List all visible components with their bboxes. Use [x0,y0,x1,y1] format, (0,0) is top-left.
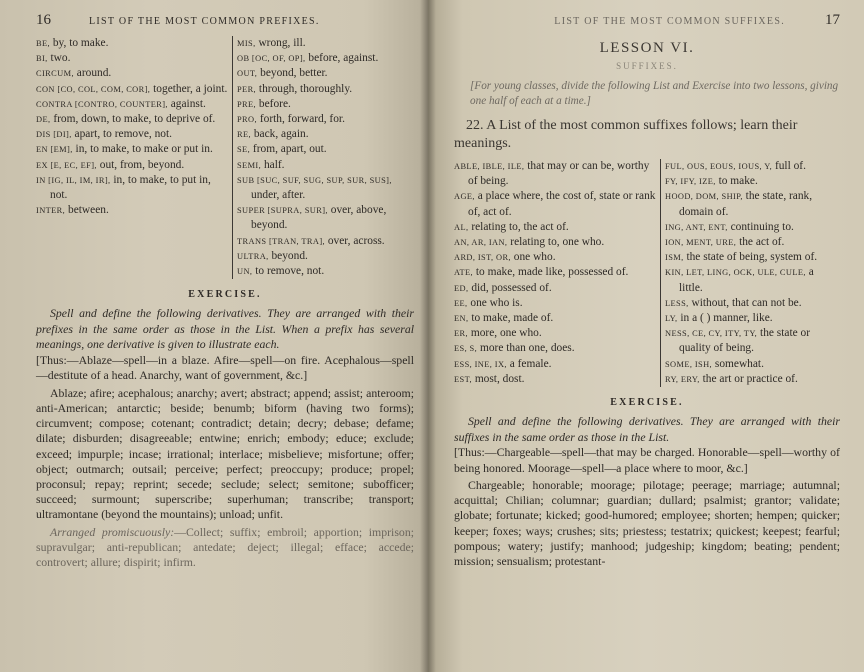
suffix-entry-meaning: the art or practice of. [699,372,798,385]
suffix-entry-term: ABLE, IBLE, ILE, [454,162,525,171]
prefix-entry [237,249,414,264]
prefix-entry-term: SUB [SUC, SUF, SUG, SUP, SUR, SUS], [237,175,392,185]
suffix-entry-term: LESS, [665,298,689,308]
prefix-column-1 [36,36,232,279]
suffix-entry [665,189,840,219]
prefix-entry-term: BI, [36,54,48,64]
suffix-entry-term: ATE, [454,268,474,278]
left-running-title: LIST OF THE MOST COMMON PREFIXES. [89,16,320,27]
suffix-entry-term: EN, [454,314,469,324]
suffix-entry-term: FY, IFY, IZE, [665,177,716,187]
suffix-entry-meaning: to make, made like, possessed of. [473,266,629,279]
prefix-entry-meaning: to remove, not. [252,265,325,278]
suffix-entry [454,326,656,341]
prefix-entry-term: INTER, [36,206,66,216]
suffix-entry-meaning: full of. [772,160,806,172]
prefix-entry-meaning: forth, forward, for. [257,113,345,126]
left-exercise-words: Ablaze; afire; acephalous; anarchy; avert; abstract; append; assist; anteroom; anti-American; antarctic; beside; benumb; biform (having two forms); circumvent; compose; cotenant; contradict; detain; decry; debase; defame; dilate; disburden; disagreeable; entwine; enrich; embody; educe; exclude; exceed; impurple; incase; irrational; interlace; misbelieve; misfortune; offer; object; outmarch; outsail; perceive; perfect; preoccupy; produce; propel; proconsul; repay; reprint; secede; seclude; select; semitone; subofficer; succeed; surmount; superscribe; superhuman; transcribe; transport; ultramontane (beyond the mountains); unload; unfit. [36,385,414,522]
prefix-entry-meaning: over, above, beyond. [251,204,387,232]
right-running-head [454,12,840,36]
suffix-entry-term: RY, ERY, [665,374,700,384]
suffix-entry-meaning: one who. [510,251,556,264]
prefix-entry [237,203,414,233]
left-page [0,0,428,672]
suffix-entry-term: KIN, LET, LING, OCK, ULE, CULE, [665,268,806,278]
suffix-entry-meaning: did, possessed of. [468,281,552,294]
prefix-entry [36,127,228,142]
prefix-entry [237,112,414,127]
prefix-list [36,36,414,279]
suffix-entry-meaning: a little. [679,266,814,294]
suffix-entry [665,311,840,326]
suffix-entry [665,250,840,265]
prefix-entry [237,142,414,157]
prefix-entry-term: SUPER [SUPRA, SUR], [237,206,328,216]
section-heading: 22. A List of the most common suffixes follows; learn their meanings. [454,118,798,151]
prefix-entry [237,97,414,112]
right-exercise-words: Chargeable; honorable; moorage; pilotage; peerage; marriage; autumnal; acquittal; Chilian; columnar; guardian; dullard; psalmist; grantor; validate; globate; fortunate; kicked; good-humored; employee; shorten; hempen; quicker; keeper; foxes; ways; crushes; sits; priestess; testatrix; quickest; keepest; fearful; pompous; watery; justify; manhood; judgeship; kingdom; beating; pendent; mission; sensualism; protestant- [454,478,840,569]
prefix-entry-term: SE, [237,145,251,155]
suffix-entry-term: AN, AR, IAN, [454,238,508,248]
prefix-entry-term: TRANS [TRAN, TRA], [237,236,326,246]
prefix-entry [237,234,414,249]
prefix-entry-meaning: in, to make, to put in, not. [50,173,211,202]
suffix-entry-term: ES, S, [454,344,478,354]
prefix-entry-term: CIRCUM, [36,69,74,79]
prefix-entry [36,82,228,97]
suffix-entry-term: ESS, INE, IX, [454,359,507,369]
right-page-number: 17 [825,12,840,28]
prefix-entry-meaning: wrong, ill. [255,37,306,49]
suffix-entry [665,235,840,250]
suffix-entry [454,220,656,235]
prefix-entry [36,112,228,127]
arranged-list: —Collect; suffix; embroil; apportion; imprison; supravulgar; anti-republican; antedate; deject; illegal; efface; accede; controvert; allure; dispirit; infirm. [36,524,415,569]
left-exercise-instruction: Spell and define the following derivatives. They are arranged with their prefixes in the same order as those in the List. When a prefix has several meanings, one derivative is given to illustrate each. [36,306,414,352]
left-running-head [36,12,414,36]
prefix-entry [36,158,228,173]
lesson-title: LESSON VI. [599,40,695,56]
lesson-subtitle: SUFFIXES. [616,61,678,71]
suffix-entry-meaning: a female. [506,357,552,370]
right-exercise-instruction: Spell and define the following derivatives. They are arranged with their suffixes in the same order as those in the List. [454,414,840,444]
prefix-entry [237,173,414,203]
suffix-entry-meaning: continuing to. [727,220,794,233]
prefix-entry [237,36,414,51]
suffix-entry-meaning: without, that can not be. [688,296,802,309]
prefix-entry-term: MIS, [237,39,256,48]
suffix-entry-term: ION, MENT, URE, [665,238,737,248]
right-page [428,0,864,672]
suffix-entry-term: AGE, [454,192,475,202]
prefix-column-2 [232,36,414,279]
suffix-entry-term: FUL, OUS, EOUS, IOUS, Y, [665,162,773,171]
suffix-entry-term: ARD, IST, OR, [454,253,511,263]
prefix-entry-meaning: between. [65,204,109,217]
prefix-entry-term: BE, [36,39,50,48]
suffix-entry [454,159,656,189]
suffix-entry [454,357,656,372]
prefix-entry-term: PRO, [237,115,257,125]
suffix-entry [665,174,840,189]
suffix-entry [665,159,840,174]
suffix-entry-meaning: to make, made of. [468,312,554,325]
prefix-entry-meaning: together, a joint. [150,82,228,95]
right-running-title: LIST OF THE MOST COMMON SUFFIXES. [554,16,785,27]
prefix-entry-meaning: out, from, beyond. [96,158,185,171]
prefix-entry [237,264,414,279]
prefix-entry-term: ULTRA, [237,251,269,261]
prefix-entry-meaning: around. [73,67,112,80]
suffix-entry-term: AL, [454,222,469,232]
suffix-entry-meaning: the state, rank, domain of. [679,190,813,218]
prefix-entry-meaning: from, apart, out. [250,143,327,156]
suffix-entry-term: ING, ANT, ENT, [665,222,728,232]
suffix-entry-term: HOOD, DOM, SHIP, [665,192,743,202]
prefix-entry-term: PRE, [237,99,257,109]
suffix-column-1 [454,159,660,387]
prefix-entry-meaning: half. [261,158,285,171]
suffix-entry-term: ED, [454,283,469,293]
right-exercise-heading: EXERCISE. [610,397,684,409]
suffix-entry-meaning: in a ( ) manner, like. [677,312,773,325]
suffix-entry-meaning: relating to, the act of. [468,220,569,233]
suffix-entry [454,281,656,296]
prefix-entry [237,66,414,81]
prefix-entry-term: UN, [237,267,253,277]
prefix-entry-term: EN [EM], [36,145,73,155]
suffix-entry-term: ISM, [665,253,684,263]
prefix-entry-meaning: before. [256,97,291,110]
prefix-entry [36,173,228,203]
prefix-entry-meaning: beyond, better. [257,67,328,80]
suffix-entry [454,341,656,356]
suffix-entry [665,326,840,356]
prefix-entry-term: PER, [237,84,257,94]
prefix-entry-meaning: back, again. [251,128,309,141]
suffix-entry-meaning: that may or can be, worthy of being. [468,160,650,188]
prefix-entry-term: EX [E, EC, EF], [36,160,97,170]
suffix-list [454,159,840,387]
prefix-entry-meaning: two. [47,52,71,65]
suffix-column-2 [660,159,840,387]
prefix-entry-meaning: under, after. [251,189,306,202]
lesson-note: [For young classes, divide the following List and Exercise into two lessons, giving one half of each at a time.] [470,80,839,107]
arranged-label: Arranged promiscuously: [50,524,175,539]
prefix-entry-meaning: by, to make. [50,37,109,49]
prefix-entry [36,142,228,157]
prefix-entry [36,51,228,66]
suffix-entry [454,296,656,311]
suffix-entry [665,357,840,372]
suffix-entry-meaning: the state of being, system of. [683,251,818,264]
suffix-entry-term: ER, [454,329,468,339]
prefix-entry-term: CONTRA [CONTRO, COUNTER], [36,99,168,109]
prefix-entry-term: DE, [36,115,51,125]
suffix-entry-meaning: more, one who. [468,327,542,340]
prefix-entry-term: IN [IG, IL, IM, IR], [36,175,111,185]
suffix-entry [454,235,656,250]
prefix-entry [237,127,414,142]
suffix-entry [454,265,656,280]
suffix-entry [665,372,840,387]
suffix-entry-meaning: more than one, does. [477,342,575,355]
prefix-entry-term: SEMI, [237,160,262,170]
left-exercise-example: [Thus:—Ablaze—spell—in a blaze. Afire—spell—on fire. Acephalous—spell—destitute of a head. Anarchy, want of government, &c.] [36,352,414,383]
prefix-entry-meaning: over, across. [325,234,385,247]
prefix-entry [36,203,228,218]
prefix-entry [36,97,228,112]
suffix-entry-meaning: relating to, one who. [507,236,605,249]
prefix-entry [36,66,228,81]
prefix-entry-term: OB [OC, OF, OP], [237,54,306,64]
left-page-number: 16 [36,12,51,28]
prefix-entry-meaning: beyond. [268,249,308,262]
prefix-entry-term: OUT, [237,69,258,79]
suffix-entry-term: SOME, ISH, [665,359,713,369]
suffix-entry-term: NESS, CE, CY, ITY, TY, [665,329,758,339]
prefix-entry-term: RE, [237,130,251,140]
prefix-entry-term: DIS [DI], [36,130,72,140]
suffix-entry-meaning: to make. [715,175,758,188]
suffix-entry-term: EST, [454,374,472,384]
suffix-entry [454,189,656,219]
right-exercise-example: [Thus:—Chargeable—spell—that may be charged. Honorable—spell—worthy of being honored. Moorage—spell—a place where to moor, &c.] [454,445,840,475]
prefix-entry-meaning: apart, to remove, not. [71,128,172,141]
suffix-entry-meaning: the state or quality of being. [679,327,811,355]
suffix-entry [665,265,840,295]
suffix-entry-meaning: most, dost. [471,372,525,385]
prefix-entry [237,82,414,97]
left-arranged-words [36,525,414,571]
prefix-entry [237,158,414,173]
suffix-entry-meaning: a place where, the cost of, state or rank of, act of. [468,190,656,218]
suffix-entry-term: LY, [665,314,678,324]
suffix-entry-meaning: the act of. [736,236,785,249]
suffix-entry-term: EE, [454,298,468,308]
suffix-entry [454,372,656,387]
prefix-entry [237,51,414,66]
book-gutter [420,0,436,672]
suffix-entry [454,311,656,326]
prefix-entry-meaning: through, thoroughly. [256,82,353,95]
prefix-entry-term: CON [CO, COL, COM, COR], [36,84,151,94]
suffix-entry-meaning: one who is. [467,296,523,309]
prefix-entry [36,36,228,51]
prefix-entry-meaning: in, to make, to make or put in. [72,143,213,156]
prefix-entry-meaning: before, against. [305,52,379,65]
suffix-entry [665,220,840,235]
suffix-entry [454,250,656,265]
suffix-entry-meaning: somewhat. [712,357,764,370]
prefix-entry-meaning: from, down, to make, to deprive of. [50,113,216,126]
suffix-entry [665,296,840,311]
prefix-entry-meaning: against. [167,97,206,110]
left-exercise-heading: EXERCISE. [188,289,262,301]
